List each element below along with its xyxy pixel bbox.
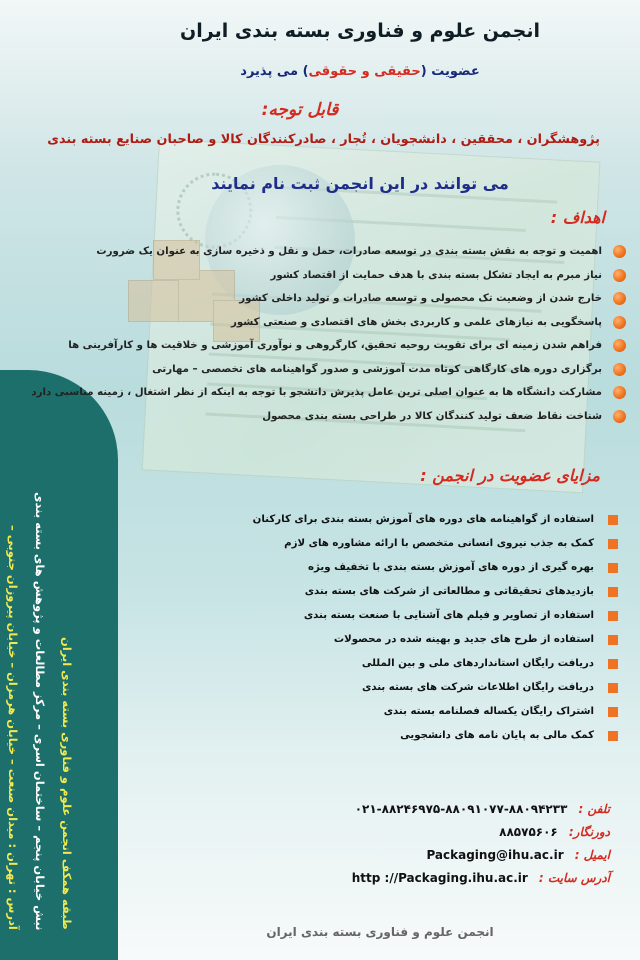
list-item <box>148 532 618 556</box>
goal-text: اهمیت و توجه به نقش بسته بندی در توسعه صادرات، حمل و نقل و ذخیره سازی به عنوان یک ضرورت <box>96 246 602 257</box>
list-item <box>148 580 618 604</box>
bullet-square-icon <box>608 539 618 549</box>
membership-after: ) می پذیرد <box>240 64 309 79</box>
bullet-square-icon <box>608 635 618 645</box>
audience-line: پژوهشگران ، محققین ، دانشجویان ، تُجار ، صادرکنندگان کالا و صاحبان صنایع بسته بندی <box>47 132 600 147</box>
benefit-text: بازدیدهای تحقیقاتی و مطالعاتی از شرکت های بسته بندی <box>304 586 594 597</box>
benefit-text: کمک مالی به پایان نامه های دانشجویی <box>400 730 594 741</box>
address-line-3: طبقه همکف انجمن علوم و فناوری بسته بندی ایران <box>60 637 74 930</box>
list-item <box>148 652 618 676</box>
address-line-1: آدرس : تهران : میدان صنعت – خیابان هرمزان – خیابان پیروزان جنوبی – <box>6 525 20 930</box>
attention-heading: قابل توجه: <box>261 100 339 120</box>
site-row <box>140 865 610 888</box>
goal-text: مشارکت دانشگاه ها به عنوان اصلی ترین عامل پذیرش دانشجو با توجه به اینکه از نظر اشتغال ، زمینه مناسبی دارد <box>31 387 602 398</box>
bullet-circle-icon <box>613 386 626 399</box>
bullet-circle-icon <box>613 339 626 352</box>
list-item <box>152 358 626 382</box>
address-block <box>0 460 118 940</box>
page-title: انجمن علوم و فناوری بسته بندی ایران <box>180 20 540 42</box>
list-item <box>148 724 618 748</box>
footer-logo: انجمن علوم و فناوری بسته بندی ایران <box>266 925 494 939</box>
membership-before: عضویت ( <box>420 64 480 79</box>
bullet-square-icon <box>608 683 618 693</box>
benefit-text: استفاده از گواهینامه های دوره های آموزش بسته بندی برای کارکنان <box>252 514 594 525</box>
phone-row <box>140 796 610 819</box>
can-register-line: می توانند در این انجمن ثبت نام نمایند <box>211 174 509 193</box>
list-item <box>148 676 618 700</box>
list-item <box>148 604 618 628</box>
email-label: ایمیل : <box>574 848 610 862</box>
list-item <box>148 556 618 580</box>
site-label: آدرس سایت : <box>538 871 610 885</box>
goal-text: شناخت نقاط ضعف تولید کنندگان کالا در طراحی بسته بندی محصول <box>262 410 602 422</box>
bullet-square-icon <box>608 659 618 669</box>
benefits-heading: مزایای عضویت در انجمن : <box>420 466 600 485</box>
goal-text: نیاز مبرم به ایجاد تشکل بسته بندی با هدف حمایت از اقتصاد کشور <box>270 269 602 281</box>
bullet-circle-icon <box>613 269 626 282</box>
list-item <box>148 628 618 652</box>
bullet-circle-icon <box>613 292 626 305</box>
goals-heading: اهداف : <box>550 208 605 227</box>
fax-label: دورنگار: <box>568 825 610 839</box>
membership-subtitle <box>150 64 570 79</box>
bullet-square-icon <box>608 515 618 525</box>
list-item <box>166 405 626 429</box>
membership-types: حقیقی و حقوقی <box>308 64 421 79</box>
list-item <box>166 287 626 311</box>
bullet-circle-icon <box>613 410 626 423</box>
fax-value: ۸۸۵۷۵۶۰۶ <box>499 825 558 839</box>
bullet-circle-icon <box>613 316 626 329</box>
contact-block <box>140 796 610 888</box>
site-value[interactable]: http ://Packaging.ihu.ac.ir <box>351 871 528 885</box>
goal-text: فراهم شدن زمینه ای برای تقویت روحیه تحقیق، کارگروهی و نوآوری آموزشی و خلاقیت ها و کارآفرینی ها <box>68 340 602 351</box>
list-item <box>166 311 626 335</box>
phone-label: تلفن : <box>578 802 610 816</box>
list-item <box>68 334 626 358</box>
benefit-text: کمک به جذب نیروی انسانی متخصص با ارائه مشاوره های لازم <box>284 538 594 549</box>
benefit-text: استفاده از طرح های جدید و بهینه شده در محصولات <box>333 634 594 645</box>
benefit-text: اشتراک رایگان یکساله فصلنامه بسته بندی <box>383 706 594 717</box>
list-item <box>148 700 618 724</box>
benefits-list <box>148 508 618 748</box>
goals-list <box>31 240 626 428</box>
list-item <box>148 508 618 532</box>
benefit-text: بهره گیری از دوره های آموزش بسته بندی با تخفیف ویژه <box>308 562 594 573</box>
benefit-text: دریافت رایگان استانداردهای ملی و بین المللی <box>361 658 594 669</box>
bullet-circle-icon <box>613 363 626 376</box>
bullet-square-icon <box>608 611 618 621</box>
benefit-text: استفاده از تصاویر و فیلم های آشنایی با صنعت بسته بندی <box>303 610 594 621</box>
email-value[interactable]: Packaging@ihu.ac.ir <box>426 848 564 862</box>
bullet-square-icon <box>608 731 618 741</box>
phone-value: ۰۲۱-۸۸۲۴۶۹۷۵-۸۸۰۹۱۰۷۷-۸۸۰۹۴۲۳۳ <box>354 802 568 816</box>
goal-text: پاسخگویی به نیازهای علمی و کاربردی بخش های اقتصادی و صنعتی کشور <box>231 316 602 328</box>
address-line-2: نبش خیابان پنجم – ساختمان اسری – مرکز مطالعات و پژوهش های بسته بندی <box>33 491 47 930</box>
bullet-square-icon <box>608 707 618 717</box>
email-row <box>140 842 610 865</box>
list-item <box>31 381 626 405</box>
list-item <box>96 240 626 264</box>
goal-text: برگزاری دوره های کارگاهی کوتاه مدت آموزشی و صدور گواهینامه های تخصصی – مهارتی <box>152 363 602 375</box>
benefit-text: دریافت رایگان اطلاعات شرکت های بسته بندی <box>362 682 594 693</box>
bullet-square-icon <box>608 563 618 573</box>
list-item <box>166 264 626 288</box>
bullet-square-icon <box>608 587 618 597</box>
goal-text: خارج شدن از وضعیت تک محصولی و توسعه صادرات و تولید داخلی کشور <box>239 293 602 304</box>
bullet-circle-icon <box>613 245 626 258</box>
fax-row <box>140 819 610 842</box>
